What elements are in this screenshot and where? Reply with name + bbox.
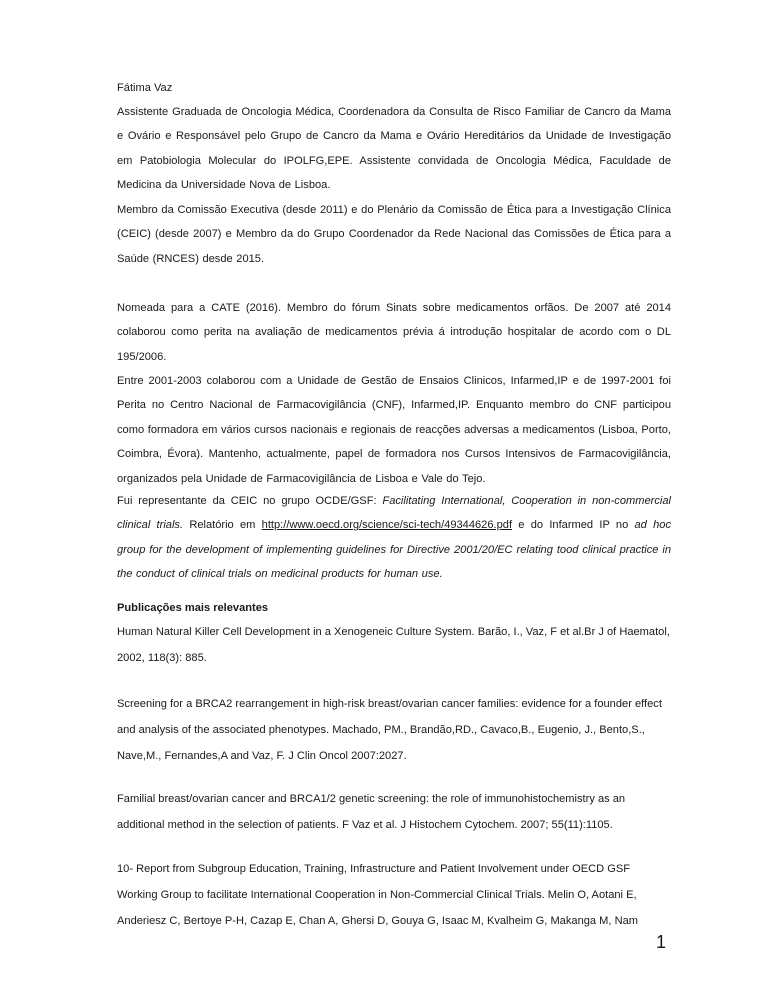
page-number: 1: [656, 932, 667, 952]
publication-item: 10- Report from Subgroup Education, Training, Infrastructure and Patient Involvement under OECD GSF Working Group to facilitate International Cooperation in Non-Commercial Clinical Trials. Melin O, Aotani E, Anderiesz C, Bertoye P-H, Cazap E, Chan A, Ghersi D, Gouya G, Isaac M, Kvalheim G, Makanga M, Nam: [117, 863, 638, 927]
publication-item: Human Natural Killer Cell Development in a Xenogeneic Culture System. Barão, I., Vaz, F et al.Br J of Haematol, 2002, 118(3): 885.: [117, 626, 670, 664]
p5-text-1: Fui representante da CEIC no grupo OCDE/GSF:: [117, 495, 383, 507]
oecd-report-link[interactable]: http://www.oecd.org/science/sci-tech/49344626.pdf: [261, 519, 513, 532]
bio-paragraph-5: [117, 489, 671, 587]
p5-italic-1: Facilitating International, Cooperation in non-commercial clinical trials.: [117, 495, 671, 532]
publications-heading: Publicações mais relevantes: [117, 602, 269, 614]
publication-item: Screening for a BRCA2 rearrangement in high-risk breast/ovarian cancer families: evidence for a founder effect and analysis of the associated phenotypes. Machado, PM., Brandão,RD., Cavaco,B., Eugenio, J., Bento,S., Nave,M., Fernandes,A and Vaz, F. J Clin Oncol 2007:2027.: [117, 698, 662, 762]
p5-italic-2: ad hoc group for the development of implementing guidelines for Directive 2001/20/EC relating tood clinical practice in the conduct of clinical trials on medicinal products for human use.: [117, 519, 671, 581]
bio-paragraph-3: Nomeada para a CATE (2016). Membro do fórum Sinats sobre medicamentos orfãos. De 2007 até 2014 colaborou como perita na avaliação de medicamentos prévia á introdução hospitalar de acordo com o DL 195/2006.: [117, 302, 671, 363]
publication-item: Familial breast/ovarian cancer and BRCA1/2 genetic screening: the role of immunohistochemistry as an additional method in the selection of patients. F Vaz et al. J Histochem Cytochem. 2007; 55(11):1105.: [117, 793, 626, 831]
p5-text-2: Relatório em: [183, 519, 262, 532]
bio-paragraph-2: Membro da Comissão Executiva (desde 2011) e do Plenário da Comissão de Ética para a Investigação Clínica (CEIC) (desde 2007) e Membro da do Grupo Coordenador da Rede Nacional das Comissões de Ética para a Saúde (RNCES) desde 2015.: [117, 204, 671, 265]
p5-text-3: e do Infarmed IP no: [512, 519, 635, 532]
author-name: Fátima Vaz: [117, 82, 173, 94]
bio-paragraph-1: Assistente Graduada de Oncologia Médica, Coordenadora da Consulta de Risco Familiar de Cancro da Mama e Ovário e Responsável pelo Grupo de Cancro da Mama e Ovário Hereditários da Unidade de Investigação em Patobiologia Molecular do IPOLFG,EPE. Assistente convidada de Oncologia Médica, Faculdade de Medicina da Universidade Nova de Lisboa.: [117, 106, 671, 192]
bio-paragraph-4: Entre 2001-2003 colaborou com a Unidade de Gestão de Ensaios Clinicos, Infarmed,IP e de 1997-2001 foi Perita no Centro Nacional de Farmacovigilância (CNF), Infarmed,IP. Enquanto membro do CNF participou como formadora em vários cursos nacionais e regionais de reacções adversas a medicamentos (Lisboa, Porto, Coimbra, Évora). Mantenho, actualmente, papel de formadora nos Cursos Intensivos de Farmacovigilância, organizados pela Unidade de Farmacovigilância de Lisboa e Vale do Tejo.: [117, 375, 671, 485]
